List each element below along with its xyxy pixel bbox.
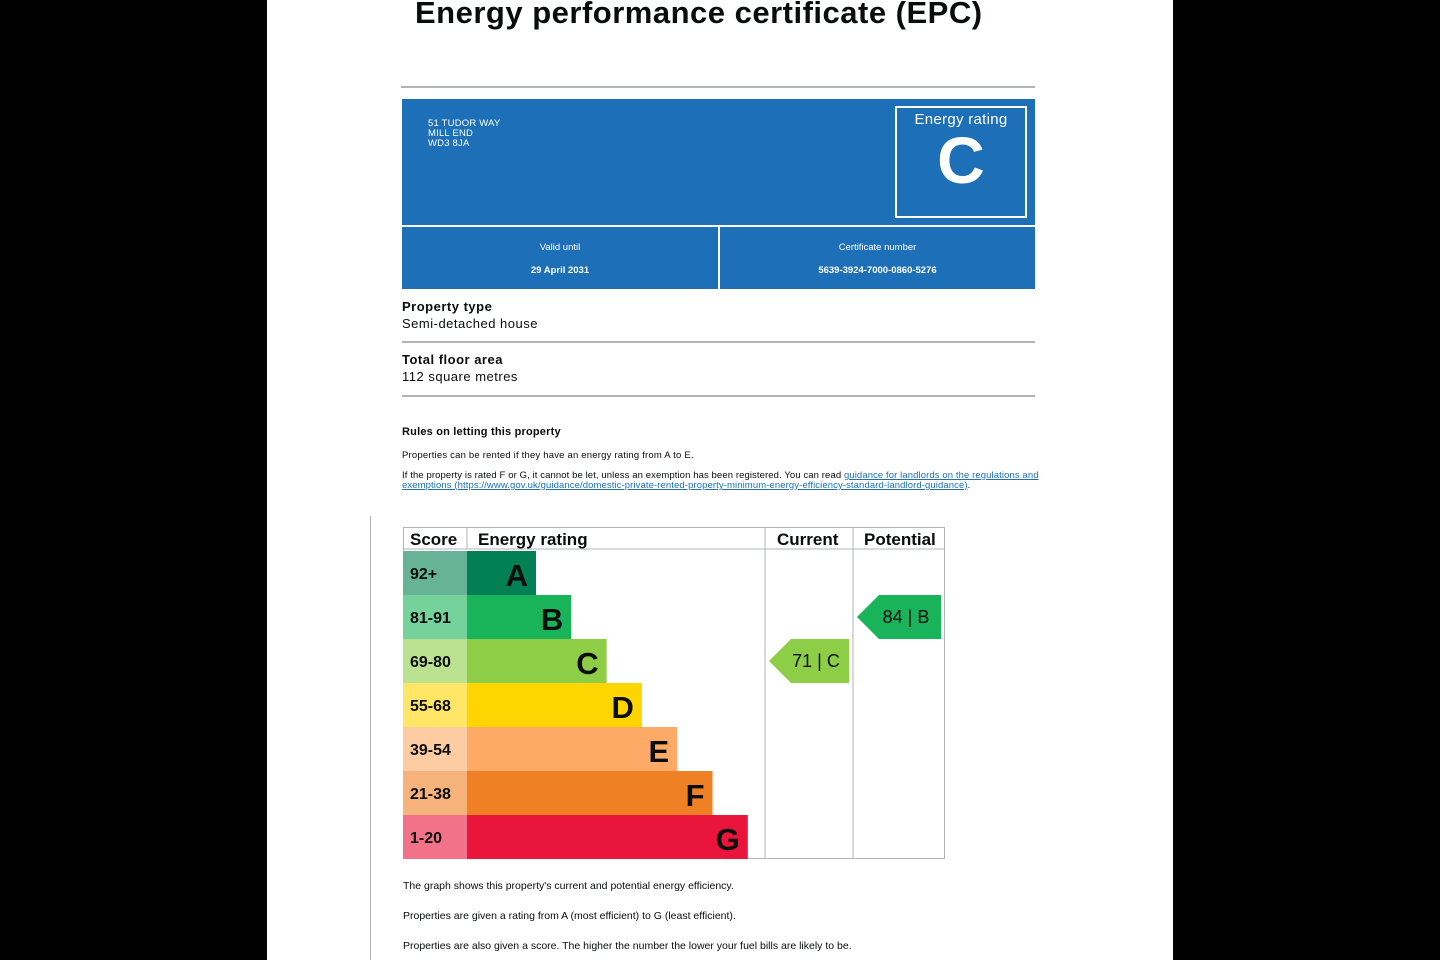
header-current: Current <box>777 530 839 549</box>
score-range-a: 92+ <box>410 566 438 583</box>
property-type-value: Semi-detached house <box>402 316 538 331</box>
score-range-f: 21-38 <box>410 786 451 803</box>
score-range-g: 1-20 <box>410 830 443 847</box>
property-type-section <box>402 299 1035 331</box>
potential-rating-score: 84 | B <box>882 607 930 627</box>
address-line-2: MILL END <box>428 128 474 139</box>
energy-rating-chart <box>403 527 945 860</box>
letting-rules-heading: Rules on letting this property <box>402 426 561 438</box>
chart-note-1: The graph shows this property's current and potential energy efficiency. <box>403 880 734 892</box>
divider <box>402 341 1035 343</box>
letting-rules-text: Properties can be rented if they have an energy rating from A to E. <box>402 450 694 461</box>
address-line-1: 51 TUDOR WAY <box>428 118 501 129</box>
title-divider <box>401 86 1035 88</box>
header-energy-rating: Energy rating <box>478 530 588 549</box>
property-type-label: Property type <box>402 299 493 314</box>
floor-area-value: 112 square metres <box>402 369 518 384</box>
floor-area-label: Total floor area <box>402 352 503 367</box>
certificate-page <box>267 0 1173 960</box>
chart-note-3: Properties are also given a score. The higher the number the lower your fuel bills are likely to be. <box>403 940 852 952</box>
landlord-guidance-link[interactable]: guidance for landlords on the regulations and exemptions (https://www.gov.uk/guidance/domestic-private-rented-property-minimum-energy-efficiency-standard-landlord-guidance) <box>402 470 1039 491</box>
address-line-3: WD3 8JA <box>428 138 470 149</box>
band-letter-c: C <box>576 646 599 681</box>
chart-note-2: Properties are given a rating from A (most efficient) to G (least efficient). <box>403 910 736 922</box>
band-letter-e: E <box>648 734 670 769</box>
certificate-number-label: Certificate number <box>838 242 917 253</box>
divider <box>402 395 1035 397</box>
band-bar-f <box>467 771 713 815</box>
certificate-number-cell <box>720 227 1035 289</box>
score-range-e: 39-54 <box>410 742 451 759</box>
letting-rules-exemption-text <box>402 471 1042 491</box>
exemption-text: If the property is rated F or G, it cannot be let, unless an exemption has been registered. You can read <box>402 470 844 481</box>
energy-rating-box <box>895 106 1027 218</box>
floor-area-section <box>402 352 1035 384</box>
band-letter-d: D <box>611 690 634 725</box>
energy-rating-label: Energy rating <box>914 111 1008 128</box>
band-letter-a: A <box>505 558 528 593</box>
score-range-d: 55-68 <box>410 698 451 715</box>
property-address <box>428 119 500 149</box>
valid-until-value: 29 April 2031 <box>530 265 590 276</box>
energy-rating-letter: C <box>937 123 985 197</box>
valid-until-label: Valid until <box>539 242 581 253</box>
certificate-number-value: 5639-3924-7000-0860-5276 <box>818 265 937 276</box>
address-banner <box>402 99 1035 225</box>
band-letter-f: F <box>685 778 705 813</box>
score-range-c: 69-80 <box>410 654 451 671</box>
header-potential: Potential <box>864 530 936 549</box>
score-range-b: 81-91 <box>410 610 451 627</box>
band-bar-g <box>467 815 748 859</box>
band-bar-e <box>467 727 677 771</box>
current-rating-score: 71 | C <box>792 651 840 671</box>
valid-until-cell <box>402 227 718 289</box>
header-score: Score <box>410 530 458 549</box>
margin-line <box>370 516 371 960</box>
band-letter-b: B <box>540 602 564 637</box>
page-title: Energy performance certificate (EPC) <box>415 0 983 30</box>
exemption-text-end: . <box>967 479 971 491</box>
band-letter-g: G <box>715 822 740 857</box>
